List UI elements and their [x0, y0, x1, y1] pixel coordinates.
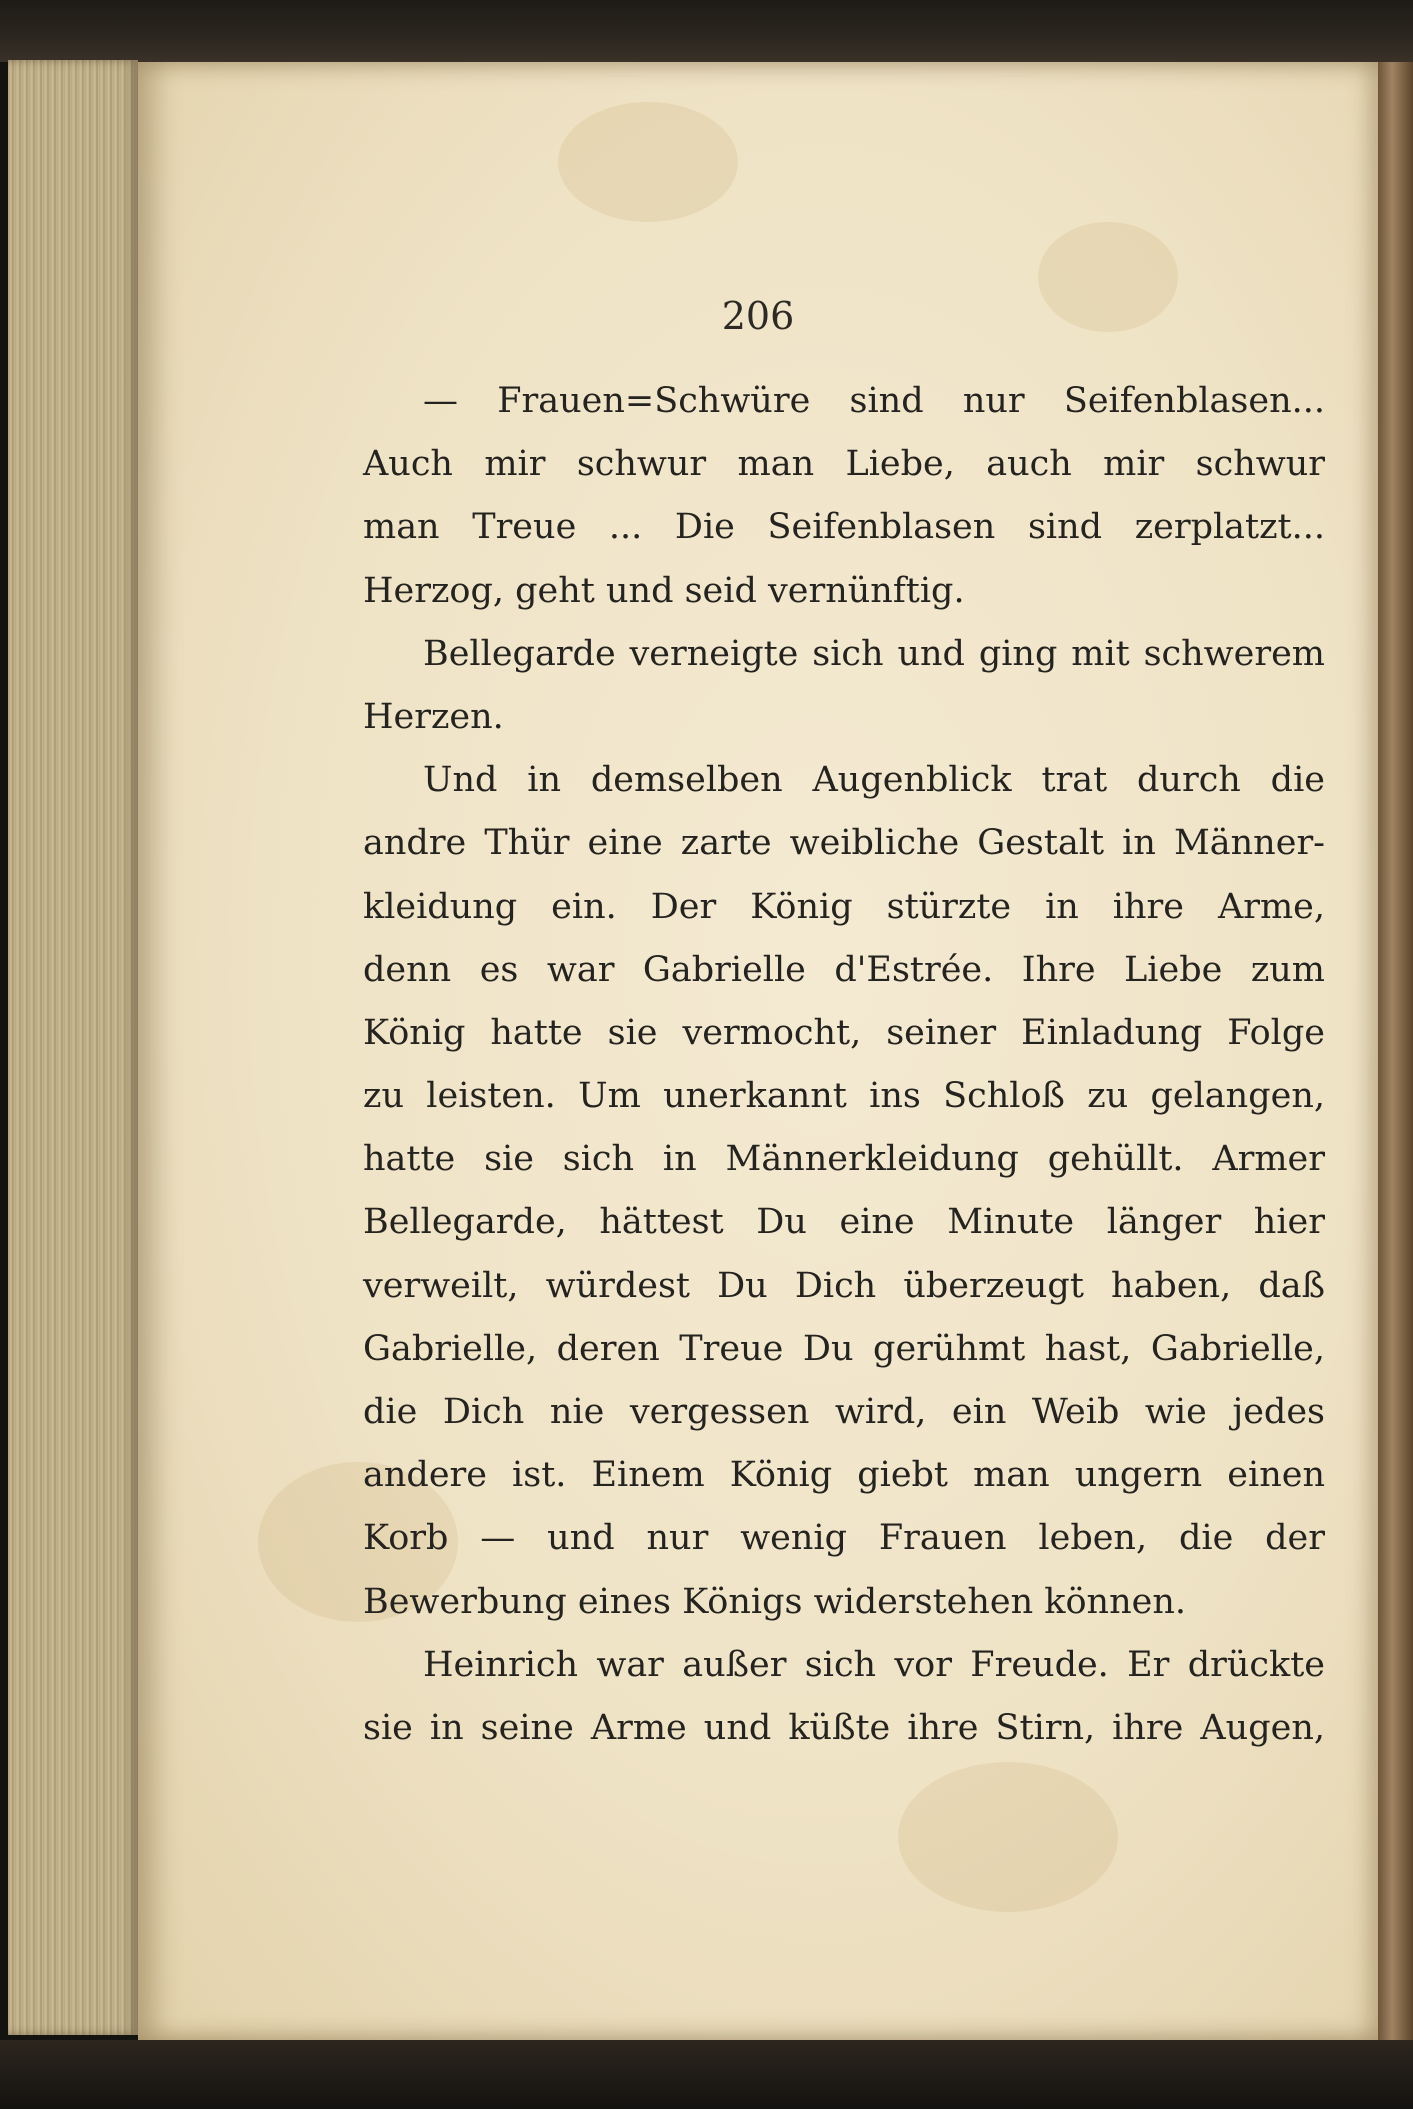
text-line: denn es war Gabrielle d'Estrée. Ihre Liebe zum [363, 949, 1325, 990]
text-line: Bellegarde, hättest Du eine Minute länger hier [363, 1202, 1325, 1243]
text-line: Bellegarde verneigte sich und ging mit schwerem [423, 633, 1325, 674]
text-line: sie in seine Arme und küßte ihre Stirn, ihre Augen, [363, 1707, 1325, 1748]
text-line: Korb — und nur wenig Frauen leben, die der [363, 1518, 1325, 1559]
text-line: die Dich nie vergessen wird, ein Weib wie jedes [363, 1392, 1325, 1432]
book-cover-top-edge [0, 0, 1413, 62]
book-cover-bottom-edge [0, 2040, 1413, 2109]
text-line: andre Thür eine zarte weibliche Gestalt in Männer- [363, 823, 1325, 864]
body-text [363, 370, 1325, 1760]
text-line: hatte sie sich in Männerkleidung gehüllt. Armer [363, 1139, 1325, 1180]
text-line: Gabrielle, deren Treue Du gerühmt hast, Gabrielle, [363, 1328, 1325, 1369]
text-line: Auch mir schwur man Liebe, auch mir schwur [363, 444, 1325, 485]
text-line: Und in demselben Augenblick trat durch die [423, 760, 1325, 801]
text-line: Bewerbung eines Königs widerstehen können. [363, 1581, 1187, 1622]
paper-stain [558, 102, 738, 222]
book-page [138, 62, 1378, 2040]
text-line: verweilt, würdest Du Dich überzeugt haben, daß [363, 1265, 1325, 1306]
text-line: König hatte sie vermocht, seiner Einladung Folge [363, 1012, 1325, 1053]
page-edge-right [1378, 62, 1413, 2040]
text-line: — Frauen=Schwüre sind nur Seifenblasen... [423, 381, 1325, 421]
text-line: Herzen. [363, 696, 504, 737]
text-line: Heinrich war außer sich vor Freude. Er drückte [423, 1644, 1325, 1685]
text-line: kleidung ein. Der König stürzte in ihre Arme, [363, 886, 1325, 927]
page-edges-left [8, 60, 138, 2035]
text-line: man Treue ... Die Seifenblasen sind zerplatzt... [363, 507, 1325, 548]
text-line: Herzog, geht und seid vernünftig. [363, 570, 965, 611]
paper-stain [898, 1762, 1118, 1912]
text-line: zu leisten. Um unerkannt ins Schloß zu gelangen, [363, 1076, 1325, 1117]
text-line: andere ist. Einem König giebt man ungern einen [363, 1455, 1325, 1496]
page-number: 206 [721, 294, 795, 338]
